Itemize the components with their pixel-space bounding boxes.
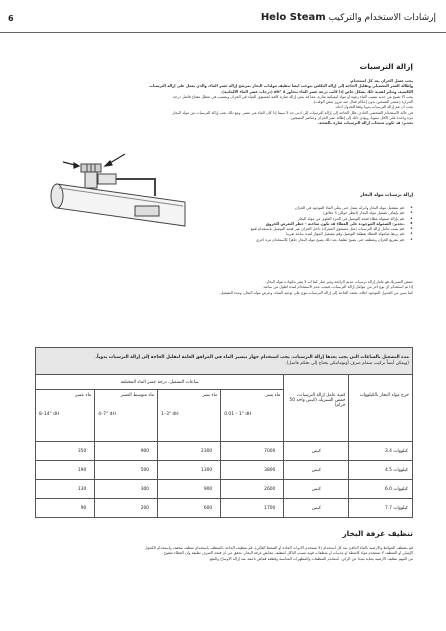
table-cell: 4.5 كيلووات (349, 461, 413, 480)
table-cell: 200 (95, 499, 158, 518)
cleaning-paragraph (35, 546, 413, 562)
table-row (36, 499, 413, 518)
table-cell: 190 (36, 461, 95, 480)
brand-name: Helo Steam (260, 12, 326, 23)
table-cell: 350 (36, 442, 95, 461)
table-row (36, 480, 413, 499)
column-header: ماء عسر 8–14° dH (36, 390, 95, 442)
text-line: كما يتبين من الجدول الموجود أعلاه، تعتمد الحاجة إلى إزالة الترسبات بنوع على نوعية المياه، وعرض مولد البخار، ومدة التشغيل. (219, 290, 413, 295)
table-cell: 6.0 كيلووات (349, 480, 413, 499)
column-header: كمية عامل إزالة الترسبات، حمض الستريك (كيس واحد 50 جرام) (284, 375, 349, 442)
table-cell: 1700 (221, 499, 284, 518)
text-line: يجب غسل الخزان بعد كل استخدام. (349, 79, 413, 83)
text-line: وإطالة العمر التشغيلي وتقليل الحاجة إلى إزالة التكلس يتوجب أيضاً تنظيف مولدات البخار بمرشح إزالة عسر الماء، والذي يعمل على إزالة الترسبات (149, 84, 413, 89)
text-line: تحذير: قد تكون منتجات إزالة الترسبات ضارة بالصحة. (317, 121, 413, 126)
table-caption-bold: مدة التشغيل بالساعات التي يجب بعدها إزالة الترسبات. يجب استخدام جهاز تيسير الماء في المرافق العامة لتقليل الحاجة إلى إزالة الترسبات يدوياً. (95, 355, 409, 360)
table-cell: 3800 (221, 461, 284, 480)
table-cell: 2300 (158, 442, 221, 461)
list-item: قم بإزالة صمولة غطاء فتحة التوصيل في الجزء العلوي من مولد البخار. • (35, 217, 413, 222)
column-header: ماء متوسط العسر 4–7° dH (95, 390, 158, 442)
text-line: الكلسية، وتتأثر أهمية ذلك بشكل خاص إذا كانت درجة عسر الماء تتجاوز 4 °dH (درجات عسر الماء الألمانية). (220, 89, 413, 94)
text-line: يجب ألا تصبح من جديد تسبب الماء رغوة أو مواد كيميائية ضارة، مما قد يعني إزالة ضارة كافية لمستوى المياه في الخزان ويتسبب في تعطل مفتاح فاصل درجة (172, 94, 413, 99)
table-caption-note: (ويمكن أيضاً تركيب صمام صرف أوتوماتيكي يحتاج إلى تحكم فاصل). (285, 361, 409, 366)
table-cell: 130 (36, 480, 95, 499)
list-item: قم بتشغيل مولد البخار واتركه يعمل حتى يغلي الماء الموجود في الخزان. • (35, 206, 413, 211)
descaling-paragraph (35, 79, 413, 127)
table-cell: 500 (95, 461, 158, 480)
descaling-steps-list (35, 206, 413, 243)
table-cell: كيس (284, 480, 349, 499)
text-line: الحرارة (عنصر التسخين بدون إحكام فعال عند مرور بعض الوقت). (312, 100, 413, 105)
section-title-descaling: إزالة الترسبات (359, 62, 413, 71)
column-header: ماء يسر 1–3° dH (158, 390, 221, 442)
text-line: إذا تم استخدام أي نوع آخر من عوامل إزالة الترسبات، فيجب عدم الاستخدام لمدة أطول من ساعة. (262, 285, 413, 290)
column-header: خرج مولد البخار بالكيلووات (349, 375, 413, 442)
table-cell: 1300 (158, 461, 221, 480)
table-row (36, 442, 413, 461)
page-header (150, 12, 436, 23)
list-item: قم بإيقاف تشغيل مولد البخار (انتظر حوالي 5 دقائق). • (35, 211, 413, 216)
text-line: في حالة الاستخدام الشخصي العادي، قلل الحاجة إلى إزالة الترسبات إلى أدنى حد لا سيما إذا كان الماء غير عسر. ومع ذلك يجب إزالة الترسبات من مولد البخار (172, 110, 413, 115)
table-cell: كيس (284, 461, 349, 480)
list-item: قم بربط صامولة الغطاء بقطعة التوصيل وقم بتشغيل الجهاز لمدة ساعة تقريباً. • (35, 232, 413, 237)
text-line: قم بشطف الحوائط والأرضية بالماء الدافئ بعد كل استخدام (لا تستخدم الأدوات الحادة أو الضغط العالي). قم بتنظيف الحاجة بالمنظف باستخدام منظف مخفف واستخدام الكحول (144, 546, 413, 550)
table-cell: 300 (95, 480, 158, 499)
text-line: من المهم تنظيف الأرضية بعناية بعيداً عن الركن. استخدم المنظفات والمطهرات المناسبة وقطعة قماش ناعمة عند إزالة الأوساخ والبقع. (208, 556, 413, 561)
page-number: 6 (8, 14, 14, 23)
text-line: مرة واحدة على الأقل سنوياً، ويؤدي ذلك إلى إطالة عمر الخزان وعناصر التسخين. (289, 116, 413, 121)
table-caption (36, 348, 413, 375)
citric-acid-paragraph (35, 280, 413, 296)
list-item: قم بتفريغ الخزان وشطفه حتى يصبح نظيفاً، بعد ذلك يصبح مولد البخار جاهزاً للاستخدام مرة أخرى. • (35, 238, 413, 243)
list-item-warning: تحذير: الصمولة الموجودة على الغطاء قد تكون ساخنة - خطر التعرض للحروق. • (35, 222, 413, 227)
table-cell: 3.4 كيلووات (349, 442, 413, 461)
table-cell: 90 (36, 499, 95, 518)
table-cell: 7000 (221, 442, 284, 461)
table-cell: كيس (284, 442, 349, 461)
text-line: حمض الستريك هو عامل إزالة ترسبات عديم الرائحة وغير ضار كما أنه لا يضر مكونات مولد البخار. (265, 280, 413, 284)
header-subtitle: إرشادات الاستخدام والتركيب (328, 13, 436, 23)
header-divider (0, 32, 446, 33)
table-cell: كيس (284, 499, 349, 518)
descaling-interval-table (35, 347, 413, 518)
column-header: ماء يسر 0.01 – 1° dH (221, 390, 284, 442)
table-cell: 600 (158, 499, 221, 518)
table-group-header: ساعات التشغيل، درجة عسر الماء المختلفة (36, 375, 284, 390)
table-row (36, 461, 413, 480)
table-cell: 900 (95, 442, 158, 461)
text-line: يجب أن تتم إزالة الترسبات يدوياً وفقاً للجدول أدناه. (334, 105, 413, 110)
table-cell: 900 (158, 480, 221, 499)
table-cell: 7.7 كيلووات (349, 499, 413, 518)
list-item: قم بصب عامل إزالة الترسبات (مثل مسحوق السترك) داخل الخزان عبر فتحة التوصيل باستخدام قمع. • (35, 227, 413, 232)
section-title-cleaning: تنظيف غرفة البخار (342, 529, 413, 538)
table-cell: 2600 (221, 480, 284, 499)
text-line: الإيثيلي أو المنظف لا تستخدم مواد كاشطة أو مذيبات أو منظفات قوية تسبب التآكل لتنظيف مقابض غرفة البخار، تحقق من أن فتحة الصرف نظيفة وأن الغطاء مفتوح. (162, 551, 413, 556)
section-title-generator-descaling: إزالة ترسبات مولد البخار (360, 193, 413, 198)
